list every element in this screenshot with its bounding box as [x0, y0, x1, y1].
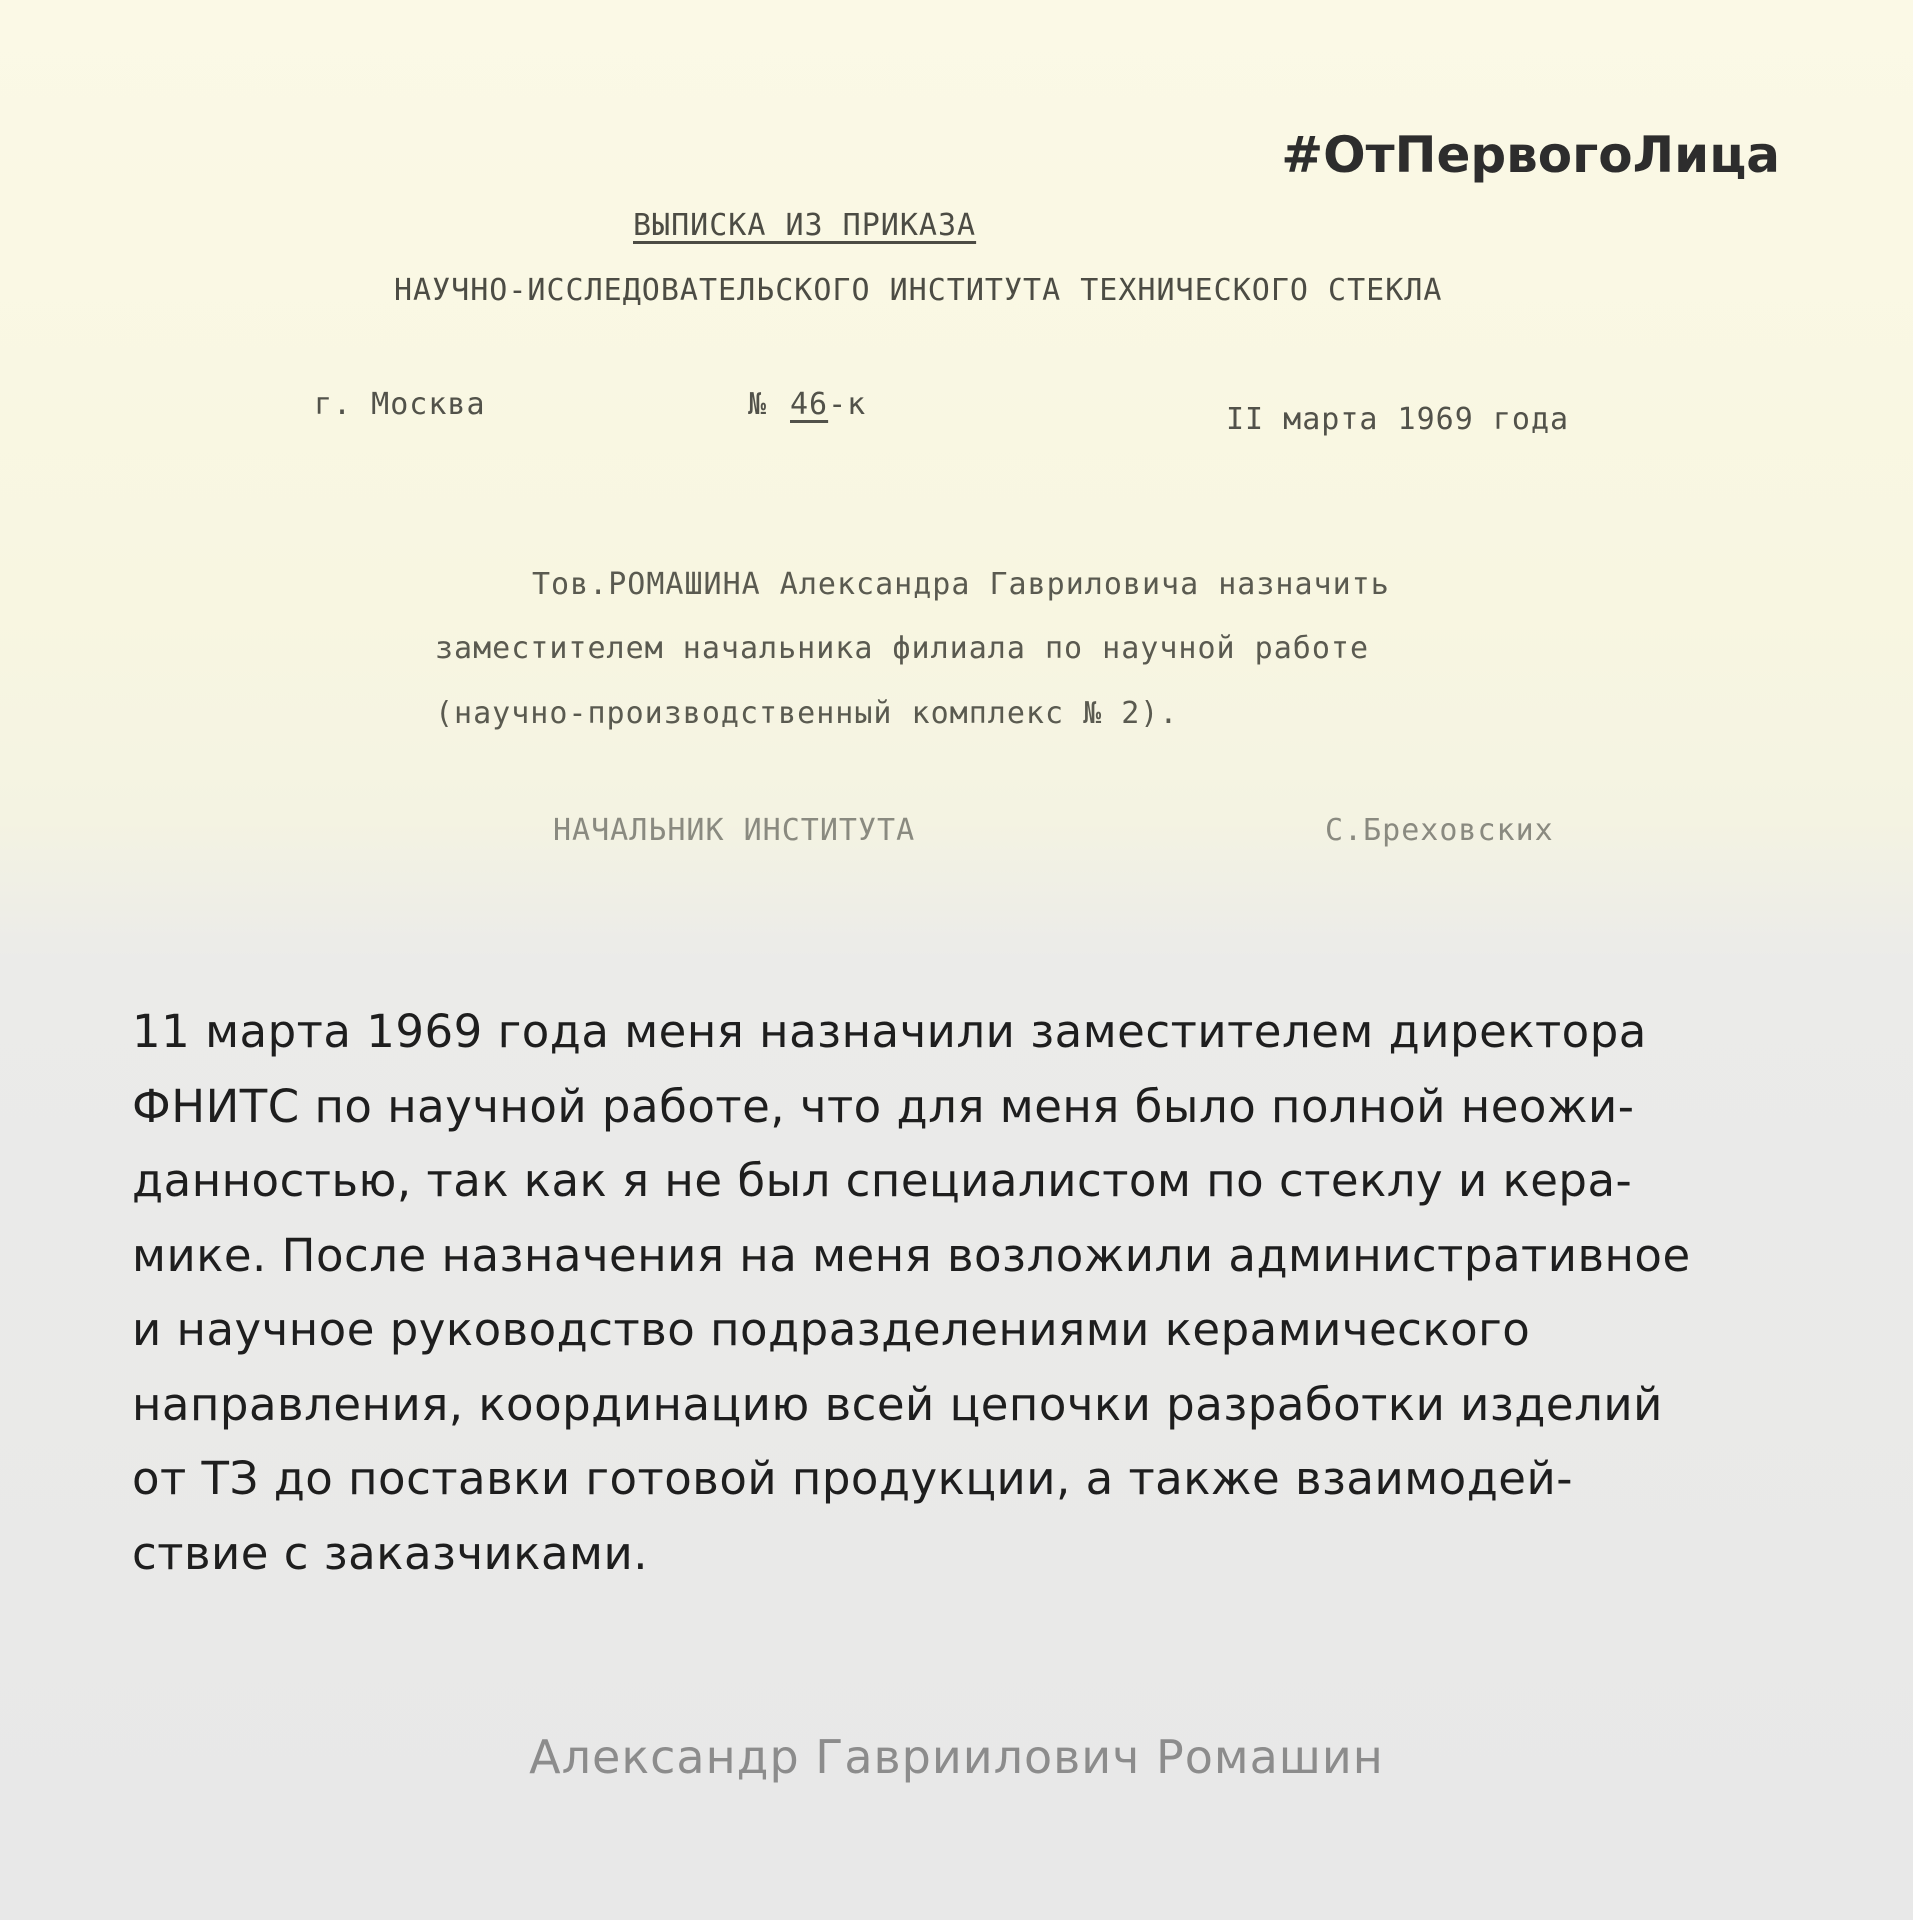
- order-extract-document: [0, 0, 1913, 900]
- quote-line: данностью, так как я не был специалистом по стеклу и кера-: [132, 1154, 1633, 1207]
- quote-line: мике. После назначения на меня возложили административное: [132, 1228, 1691, 1282]
- order-number-suffix: -к: [828, 387, 867, 422]
- quote-line: и научное руководство подразделениями керамического: [132, 1303, 1531, 1356]
- document-body-line: (научно-производственный комплекс № 2).: [435, 696, 1179, 731]
- document-body-line: заместителем начальника филиала по научной работе: [435, 631, 1370, 666]
- signature-title: НАЧАЛЬНИК ИНСТИТУТА: [553, 813, 916, 848]
- quote-author: Александр Гавриилович Ромашин: [529, 1730, 1384, 1784]
- number-sign: №: [748, 387, 768, 422]
- quote-text: [132, 995, 1792, 1591]
- quote-line: от ТЗ до поставки готовой продукции, а также взаимодей-: [132, 1452, 1573, 1505]
- document-date: II марта 1969 года: [1226, 402, 1570, 437]
- signature-name: С.Бреховских: [1325, 813, 1554, 848]
- document-heading: ВЫПИСКА ИЗ ПРИКАЗА: [633, 208, 977, 243]
- quote-line: ФНИТС по научной работе, что для меня было полной неожи-: [132, 1079, 1635, 1133]
- quote-line: 11 марта 1969 года меня назначили заместителем директора: [132, 1005, 1647, 1058]
- quote-line: ствие с заказчиками.: [132, 1526, 649, 1580]
- document-city: г. Москва: [314, 387, 486, 422]
- order-number: [790, 387, 866, 422]
- quote-line: направления, координацию всей цепочки разработки изделий: [132, 1377, 1663, 1431]
- institute-name: НАУЧНО-ИССЛЕДОВАТЕЛЬСКОГО ИНСТИТУТА ТЕХНИЧЕСКОГО СТЕКЛА: [394, 273, 1443, 308]
- hashtag: #ОтПервогоЛица: [1281, 126, 1780, 184]
- order-number-value: 46: [790, 387, 829, 422]
- document-body-line: Тов.РОМАШИНА Александра Гавриловича назначить: [532, 567, 1390, 602]
